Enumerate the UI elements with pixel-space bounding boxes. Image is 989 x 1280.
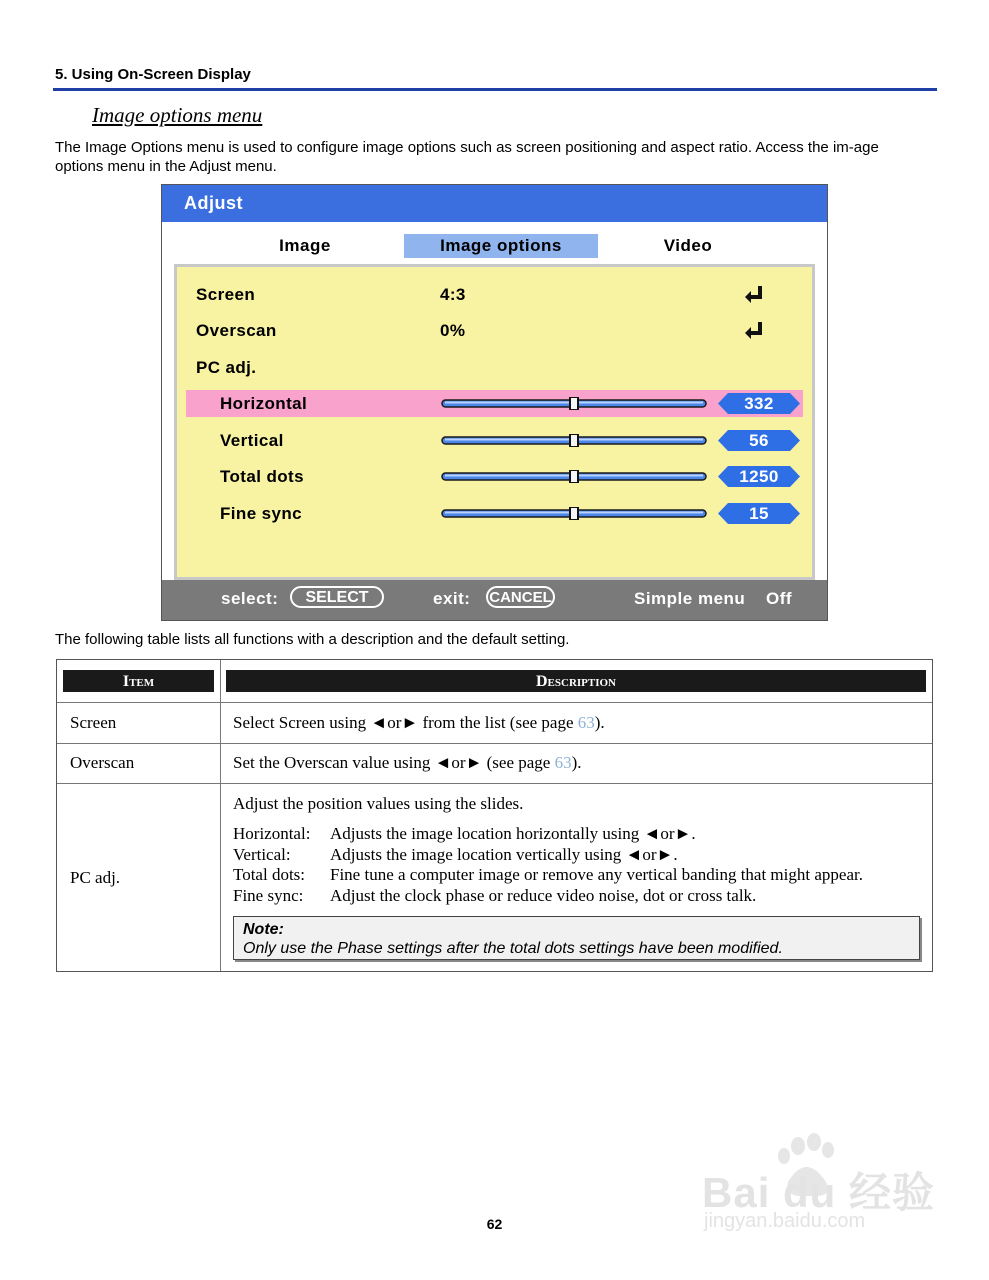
row-label: Vertical <box>220 431 284 450</box>
osd-footer <box>162 580 827 620</box>
cell-item-overscan: Overscan <box>70 753 135 772</box>
cell-item-screen: Screen <box>70 713 117 732</box>
osd-panel <box>174 264 815 580</box>
page-link[interactable]: 63 <box>577 713 595 732</box>
def-text: Adjust the clock phase or reduce video noise, dot or cross talk. <box>330 885 757 905</box>
def-term: Total dots: <box>233 865 306 884</box>
row-label: Total dots <box>220 467 304 486</box>
enter-icon <box>743 283 765 305</box>
osd-menu <box>161 184 828 621</box>
menu-row-screen[interactable] <box>177 281 812 308</box>
cell-desc-overscan: Set the Overscan value using ◄or► (see page 63). <box>233 753 582 772</box>
cancel-key[interactable]: CANCEL <box>486 586 555 608</box>
function-table <box>56 659 933 972</box>
page-link[interactable]: 63 <box>554 753 572 772</box>
exit-label: exit: <box>433 589 471 608</box>
simple-menu-label[interactable]: Simple menu <box>634 589 746 608</box>
header-description: Description <box>226 670 926 692</box>
slider-knob <box>570 470 578 483</box>
def-text: Adjusts the image location vertically using ◄or►. <box>330 844 678 864</box>
total-dots-slider[interactable] <box>441 470 707 483</box>
watermark-brand: Bai du 经验 <box>702 1169 936 1216</box>
note-box <box>233 916 920 960</box>
badge-value: 332 <box>744 394 774 413</box>
page-number: 62 <box>486 1216 503 1232</box>
cell-desc-screen: Select Screen using ◄or► from the list (see page 63). <box>233 713 605 732</box>
slider-knob <box>570 397 578 410</box>
def-text: Fine tune a computer image or remove any vertical banding that might appear. <box>330 865 863 884</box>
menu-row-horizontal[interactable] <box>186 390 803 417</box>
osd-tab-bar <box>162 222 827 264</box>
slider-knob <box>570 434 578 447</box>
def-term: Horizontal: <box>233 824 311 843</box>
def-text: Adjusts the image location horizontally using ◄or►. <box>330 824 696 843</box>
page-subtitle: Image options menu <box>92 103 263 127</box>
pc-adj-intro: Adjust the position values using the slides. <box>233 794 524 813</box>
row-label: Screen <box>196 285 256 304</box>
row-label: Horizontal <box>220 394 308 413</box>
badge-value: 15 <box>749 504 769 523</box>
vertical-slider[interactable] <box>441 434 707 447</box>
header-item: Item <box>63 670 214 692</box>
header-rule <box>53 88 937 91</box>
osd-title: Adjust <box>162 185 827 222</box>
simple-menu-value: Off <box>766 589 793 608</box>
horizontal-slider[interactable] <box>441 397 707 410</box>
def-term: Fine sync: <box>233 885 304 905</box>
badge-value: 1250 <box>739 467 779 486</box>
select-label: select: <box>221 589 279 608</box>
menu-row-overscan[interactable] <box>177 317 812 344</box>
menu-row-pc-adj <box>177 354 812 381</box>
table-lead: The following table lists all functions with a description and the default setting. <box>55 631 570 648</box>
tab-image[interactable]: Image <box>279 236 331 255</box>
select-key[interactable]: SELECT <box>290 586 384 608</box>
def-term: Vertical: <box>233 844 291 864</box>
row-value: 0% <box>440 321 466 340</box>
menu-row-vertical[interactable] <box>177 427 812 454</box>
note-title: Note: <box>243 921 284 938</box>
section-header: 5. Using On-Screen Display <box>55 66 251 83</box>
slider-knob <box>570 507 578 520</box>
fine-sync-slider[interactable] <box>441 507 707 520</box>
row-label: Fine sync <box>220 504 303 523</box>
menu-row-fine-sync[interactable] <box>177 500 812 527</box>
row-value: 4:3 <box>440 285 466 304</box>
watermark-url: jingyan.baidu.com <box>704 1210 866 1232</box>
row-label: Overscan <box>196 321 277 340</box>
tab-video[interactable]: Video <box>663 236 713 255</box>
note-text: Only use the Phase settings after the total dots settings have been modified. <box>243 940 783 957</box>
enter-icon <box>743 319 765 341</box>
baidu-watermark <box>700 1130 940 1240</box>
badge-value: 56 <box>749 431 769 450</box>
menu-row-total-dots[interactable] <box>177 463 812 490</box>
tab-image-options[interactable]: Image options <box>404 234 598 258</box>
cell-item-pc-adj: PC adj. <box>70 868 121 887</box>
intro-paragraph: The Image Options menu is used to configure image options such as screen positioning and aspect ratio. Access the im-age options menu in the Adjust menu. <box>55 139 879 175</box>
row-label: PC adj. <box>196 358 257 377</box>
